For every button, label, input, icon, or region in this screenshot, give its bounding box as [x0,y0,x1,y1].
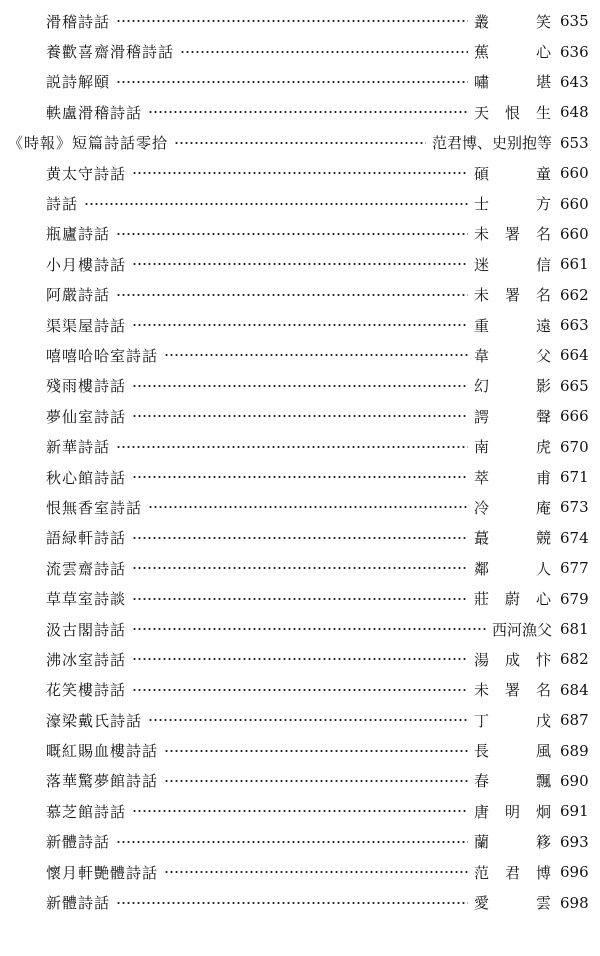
toc-title: 草草室詩談 [46,590,127,609]
toc-title: 新體詩話 [46,894,111,913]
toc-author: 幻 影 [474,377,552,396]
toc-row [0,340,600,370]
dot-leader [116,901,468,905]
dot-leader [174,141,426,145]
toc-page: 635 [560,12,589,31]
toc-author: 迷 信 [474,255,552,274]
toc-author: 未署名 [474,225,552,244]
dot-leader [132,414,468,418]
toc-row [0,492,600,522]
toc-row [0,219,600,249]
toc-row [0,97,600,127]
toc-author: 碩 童 [474,164,552,183]
toc-row [0,36,600,66]
toc-author: 蕞 競 [474,529,552,548]
toc-page: 693 [560,832,589,851]
toc-page: 660 [560,164,589,183]
toc-title: 沸冰室詩話 [46,650,127,669]
toc-author: 鄰 人 [474,559,552,578]
toc-title: 嘻嘻哈哈室詩話 [46,346,159,365]
toc-page: 698 [560,893,589,912]
toc-row [0,887,600,917]
toc-author: 重 遠 [474,316,552,335]
toc-author: 長 風 [474,742,552,761]
toc-title: 渠渠屋詩話 [46,316,127,335]
toc-row [0,553,600,583]
toc-page: 663 [560,316,589,335]
dot-leader [180,50,468,54]
toc-row [0,280,600,310]
dot-leader [116,80,468,84]
toc-page: 689 [560,741,589,760]
toc-row [0,766,600,796]
toc-author: 未署名 [474,681,552,700]
toc-author: 范君博 [474,863,552,882]
toc-title: 落華驚夢館詩話 [46,772,159,791]
toc-author: 莊蔚心 [474,590,552,609]
toc-page: 662 [560,285,589,304]
dot-leader [164,779,468,783]
dot-leader [148,505,468,509]
toc-section-row [0,128,600,158]
dot-leader [116,840,468,844]
toc-title: 養歡喜齋滑稽詩話 [46,43,175,62]
toc-row [0,6,600,36]
toc-row [0,583,600,613]
toc-page: 674 [560,528,589,547]
toc-row [0,827,600,857]
toc-title: 殘雨樓詩話 [46,377,127,396]
toc-page: 690 [560,771,589,790]
toc-title: 慕芝館詩話 [46,802,127,821]
toc-row [0,614,600,644]
toc-author: 春 飄 [474,772,552,791]
toc-page: 687 [560,711,589,730]
dot-leader [84,202,468,206]
toc-title: 嘅紅賜血樓詩話 [46,742,159,761]
toc-page: 673 [560,498,589,517]
toc-row [0,857,600,887]
toc-author: 蘭 簃 [474,833,552,852]
toc-row [0,431,600,461]
dot-leader [132,171,468,175]
dot-leader [116,19,468,23]
toc-author: 韋 父 [474,346,552,365]
toc-page: 664 [560,346,589,365]
toc-page: 691 [560,802,589,821]
dot-leader [116,445,468,449]
toc-row [0,796,600,826]
toc-author: 士 方 [474,195,552,214]
dot-leader [132,323,468,327]
toc-author: 未署名 [474,286,552,305]
toc-title: 新體詩話 [46,833,111,852]
dot-leader [116,293,468,297]
toc-row [0,249,600,279]
toc-title: 軼盧滑稽詩話 [46,103,143,122]
toc-title: 小月樓詩話 [46,255,127,274]
toc-row [0,401,600,431]
toc-page: 660 [560,194,589,213]
toc-row [0,644,600,674]
dot-leader [132,657,468,661]
toc-row [0,67,600,97]
toc-title: 花笑樓詩話 [46,681,127,700]
toc-title: 黄太守詩話 [46,164,127,183]
toc-author: 唐明炯 [474,802,552,821]
toc-page: 684 [560,680,589,699]
dot-leader [132,566,468,570]
dot-leader [132,597,468,601]
toc-title: 阿嚴詩話 [46,286,111,305]
toc-page: 682 [560,650,589,669]
toc-title: 汲古閣詩話 [46,620,127,639]
toc-title: 詩話 [46,195,79,214]
toc-title: 秋心館詩話 [46,468,127,487]
dot-leader [148,110,468,114]
dot-leader [132,809,468,813]
toc-page: 648 [560,103,589,122]
toc-row [0,735,600,765]
toc-row [0,310,600,340]
toc-author: 西河漁父 [491,620,552,639]
toc-row [0,158,600,188]
toc-page: 660 [560,224,589,243]
dot-leader [132,475,468,479]
toc-author: 諤 聲 [474,407,552,426]
toc-author: 冷 庵 [474,498,552,517]
toc-author: 萃 甫 [474,468,552,487]
dot-leader [132,536,468,540]
toc-title: 語緑軒詩話 [46,529,127,548]
toc-title: 滑稽詩話 [46,12,111,31]
dot-leader [148,718,468,722]
toc-row [0,371,600,401]
toc-title: 流雲齋詩話 [46,559,127,578]
toc-page: 666 [560,407,589,426]
dot-leader [132,384,468,388]
toc-page: 679 [560,589,589,608]
toc-row [0,675,600,705]
toc-row [0,523,600,553]
toc-page: 653 [560,133,589,152]
toc-author: 南 虎 [474,438,552,457]
toc-title: 恨無香室詩話 [46,498,143,517]
toc-row [0,462,600,492]
dot-leader [116,232,468,236]
toc-title: 新華詩話 [46,438,111,457]
dot-leader [132,688,468,692]
toc-author: 天恨生 [474,103,552,122]
toc-page: 643 [560,72,589,91]
dot-leader [164,353,468,357]
toc-title: 濠梁戴氏詩話 [46,711,143,730]
toc-section-title: 《時報》短篇詩話零拾 [8,134,169,153]
toc-page: 671 [560,468,589,487]
toc-author: 愛 雲 [474,894,552,913]
toc-title: 夢仙室詩話 [46,407,127,426]
dot-leader [132,262,468,266]
toc-page: 670 [560,437,589,456]
dot-leader [164,749,468,753]
toc-title: 懷月軒艷體詩話 [46,863,159,882]
toc-row [0,188,600,218]
dot-leader [164,870,468,874]
toc-page: 696 [560,863,589,882]
toc-page: 665 [560,376,589,395]
toc-row [0,705,600,735]
toc-title: 説詩解頤 [46,73,111,92]
toc-page: 661 [560,255,589,274]
toc-title: 瓶廬詩話 [46,225,111,244]
toc-author: 嘯 堪 [474,73,552,92]
toc-author: 丁 戊 [474,711,552,730]
toc-page: 636 [560,42,589,61]
toc-author: 湯成忭 [474,650,552,669]
toc-author: 叢 笑 [474,12,552,31]
toc-author: 范君博、史别抱等 [431,134,552,153]
table-of-contents [0,6,600,918]
toc-page: 681 [560,620,589,638]
toc-author: 蕉 心 [474,43,552,62]
toc-page: 677 [560,559,589,578]
dot-leader [132,627,486,631]
